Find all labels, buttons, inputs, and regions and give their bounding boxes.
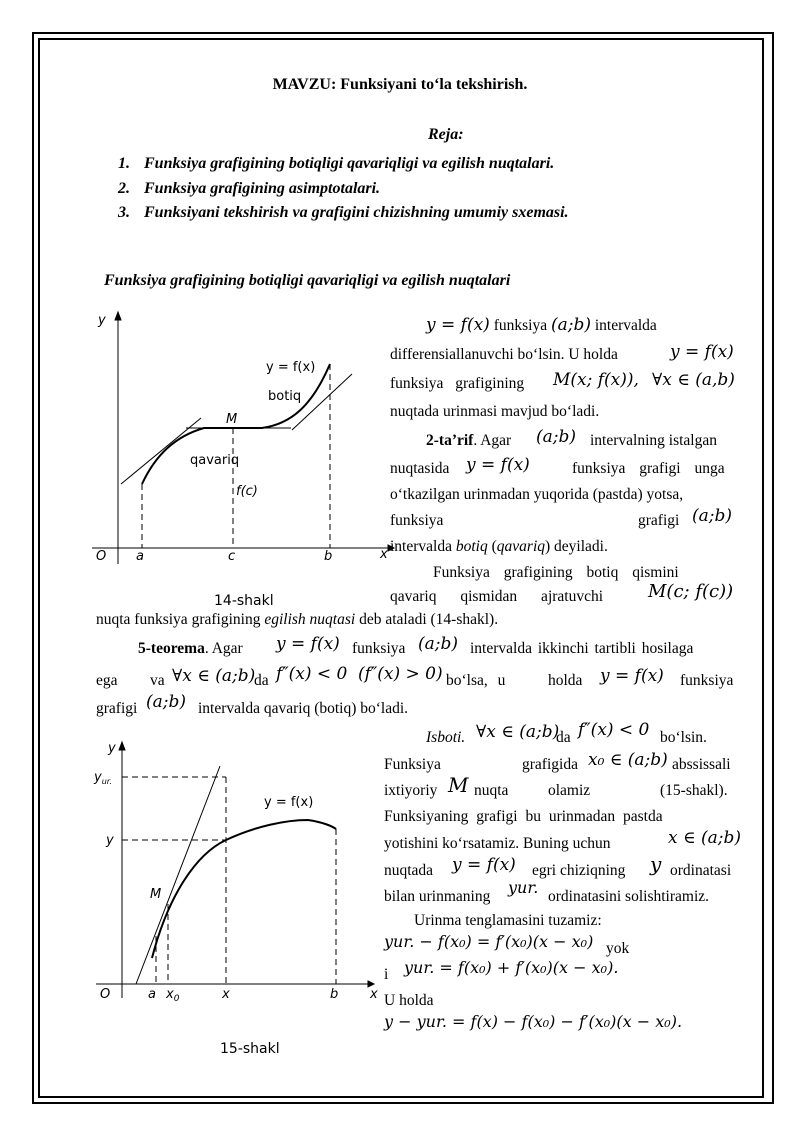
text-fragment: abssissali — [672, 756, 731, 773]
fig14-a-label: a — [136, 549, 144, 564]
text-fragment: nuqta — [474, 782, 509, 799]
text-line: yotishini ko‘rsatamiz. Buning uchun — [384, 835, 611, 852]
text-fragment: va — [150, 672, 165, 689]
fig15-M-label: M — [150, 887, 162, 902]
fig15-yur-label: $y_{ur.}$ — [94, 770, 112, 786]
text-line: Funksiyaning grafigi bu urinmadan pastda — [384, 808, 663, 825]
text-line: qavariq qismidan ajratuvchi — [390, 588, 604, 605]
text-line: funksiya grafigining — [390, 375, 525, 392]
text-fragment: funksiya — [352, 640, 406, 657]
fig15-x-label: x — [370, 987, 378, 1002]
fig15-a-label: a — [148, 987, 156, 1002]
figure-15 — [86, 736, 389, 1066]
math-inline: y = f(x) — [452, 855, 516, 875]
fig14-origin: O — [96, 549, 107, 564]
math-inline: (a;b) — [692, 506, 733, 526]
document-title: MAVZU: Funksiyani to‘la tekshirish. — [272, 76, 528, 93]
math-inline: ∀x ∈ (a;b) — [476, 722, 560, 742]
fig15-y-mark: y — [106, 833, 114, 848]
math-inline: y — [650, 852, 662, 876]
math-inline: (a;b) — [418, 634, 459, 654]
math-inline: yur. — [508, 878, 539, 897]
fig15-caption: 15-shakl — [220, 1041, 280, 1057]
text-fragment: intervalning istalgan — [590, 432, 717, 449]
math-inline: x₀ ∈ (a;b) — [588, 750, 668, 770]
text-fragment: bo‘lsin. — [660, 729, 707, 746]
text-fragment: (15-shakl). — [660, 782, 728, 799]
fig14-caption: 14-shakl — [214, 593, 274, 609]
equation: yur. − f(x₀) = f′(x₀)(x − x₀) — [384, 932, 594, 951]
fig14-c-label: c — [228, 549, 236, 564]
text-fragment: intervalda qavariq (botiq) bo‘ladi. — [198, 700, 409, 717]
math-inline: y = f(x) — [276, 634, 340, 654]
text-fragment: bilan urinmaning — [384, 888, 491, 905]
text-fragment: ordinatasi — [670, 862, 732, 879]
theorem-line: 5-teorema. Agar — [138, 640, 243, 657]
fig14-fc-label: f(c) — [236, 484, 258, 499]
fig15-curve — [152, 820, 336, 958]
text-line: y = f(x) funksiya (a;b) intervalda — [426, 315, 657, 335]
math-inline: y = f(x) — [466, 455, 530, 475]
fig15-y-arrow — [119, 742, 125, 750]
fig15-curve-label: y = f(x) — [264, 795, 314, 810]
text-fragment: i — [384, 966, 389, 983]
fig14-y-arrow — [115, 312, 121, 320]
text-line: U holda — [384, 992, 434, 1009]
text-fragment: egri chiziqning — [532, 862, 626, 879]
math-inline: (a;b) — [536, 427, 577, 447]
text-fragment: da — [254, 672, 269, 689]
fig14-b-label: b — [324, 549, 333, 564]
fig15-origin: O — [100, 987, 111, 1002]
math-inline: ∀x ∈ (a;b) — [172, 666, 256, 686]
fig14-botiq-label: botiq — [268, 389, 302, 404]
text-fragment: funksiya grafigi unga — [572, 460, 725, 477]
fig15-b-label: b — [330, 987, 339, 1002]
math-inline: x ∈ (a;b) — [668, 828, 741, 848]
text-fragment: grafigida — [522, 756, 578, 773]
text-fragment: olamiz — [548, 782, 591, 799]
math-inline: M — [448, 773, 469, 797]
text-fragment: ixtiyoriy — [384, 782, 438, 799]
math-inline: f″(x) < 0 — [276, 664, 348, 684]
text-line: nuqta funksiya grafigining egilish nuqtasi deb ataladi (14-shakl). — [96, 611, 499, 628]
fig14-y-label: y — [98, 313, 106, 328]
math-inline: (a;b) — [146, 692, 187, 712]
plan-item: 3. Funksiyani tekshirish va grafigini chizishning umumiy sxemasi. — [118, 204, 569, 221]
text-line: Urinma tenglamasini tuzamiz: — [414, 912, 602, 929]
definition-line: 2-ta’rif. Agar — [426, 432, 512, 449]
text-line: nuqtada urinmasi mavjud bo‘ladi. — [390, 403, 600, 420]
math-inline: (f″(x) > 0) — [358, 664, 443, 684]
fig14-x-label: x — [380, 547, 388, 562]
proof-label: Isboti. — [426, 729, 466, 746]
text-fragment: ordinatasini solishtiramiz. — [548, 888, 710, 905]
equation: yur. = f(x₀) + f′(x₀)(x − x₀). — [404, 958, 619, 977]
fig15-tangent — [136, 766, 220, 984]
text-fragment: grafigi — [638, 512, 680, 529]
text-fragment: funksiya — [390, 512, 444, 529]
text-line: Funksiya grafigining botiq qismini — [433, 564, 679, 581]
text-fragment: nuqtada — [384, 862, 434, 879]
fig15-x0-label: $x_0$ — [166, 987, 180, 1004]
plan-list — [118, 152, 569, 226]
math-inline: M(c; f(c)) — [648, 581, 734, 602]
text-line: o‘tkazilgan urinmadan yuqorida (pastda) yotsa, — [390, 486, 684, 503]
text-fragment: ega — [96, 672, 118, 689]
math-inline: y = f(x) — [670, 342, 734, 362]
text-fragment: funksiya — [680, 672, 734, 689]
math-inline: M(x; f(x)), — [553, 370, 639, 390]
fig15-y-label: y — [108, 741, 116, 756]
text-fragment: grafigi — [96, 700, 138, 717]
section-title: Funksiya grafigining botiqligi qavariqligi va egilish nuqtalari — [104, 272, 511, 289]
equation: y − yur. = f(x) − f(x₀) − f′(x₀)(x − x₀). — [384, 1012, 683, 1031]
text-fragment: da — [556, 729, 571, 746]
fig15-x-tick-label: x — [222, 987, 230, 1002]
plan-heading: Reja: — [428, 126, 464, 143]
text-fragment: intervalda ikkinchi tartibli hosilaga — [470, 640, 694, 657]
text-line: intervalda botiq (qavariq) deyiladi. — [390, 538, 608, 555]
fig14-M-label: M — [226, 412, 238, 427]
text-fragment: bo‘lsa, u — [446, 672, 506, 689]
plan-item: 2. Funksiya grafigining asimptotalari. — [118, 179, 381, 197]
text-line: differensiallanuvchi bo‘lsin. U holda — [390, 346, 618, 363]
fig14-curve-label: y = f(x) — [266, 360, 316, 375]
plan-item: 1. Funksiya grafigining botiqligi qavariqligi va egilish nuqtalari. — [118, 155, 555, 172]
fig14-qavariq-label: qavariq — [190, 453, 240, 468]
text-fragment: Funksiya — [384, 756, 441, 773]
math-inline: ∀x ∈ (a,b) — [652, 370, 735, 390]
text-fragment: holda — [548, 672, 583, 689]
figure-14 — [86, 304, 398, 616]
text-fragment: nuqtasida — [390, 460, 450, 477]
text-fragment: yok — [606, 940, 630, 957]
math-inline: y = f(x) — [600, 666, 664, 686]
math-inline: f″(x) < 0 — [578, 720, 650, 740]
